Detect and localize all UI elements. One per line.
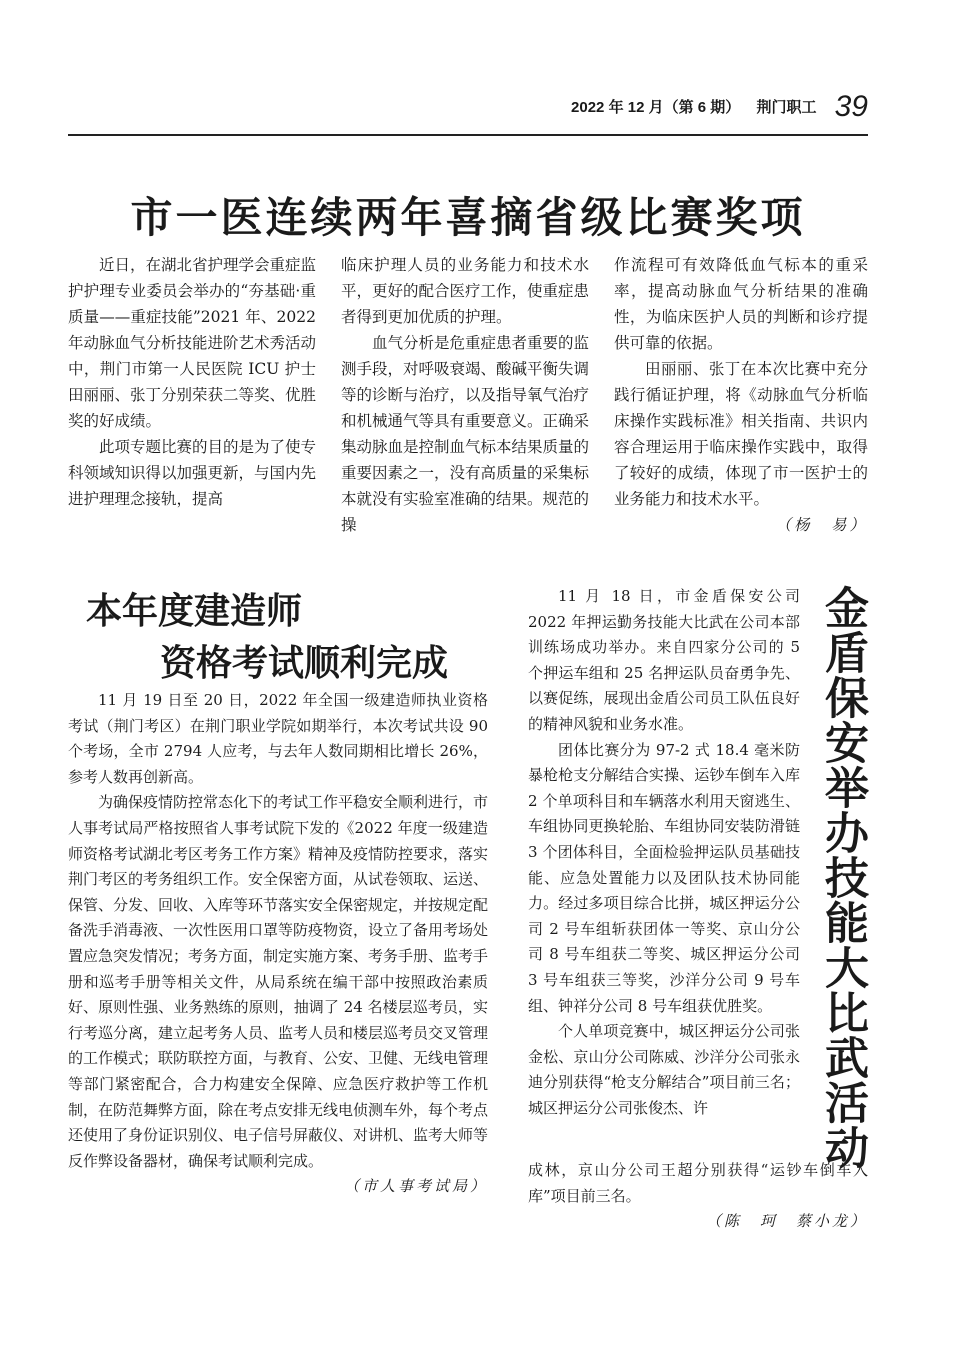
article3-paragraph: 个人单项竞赛中，城区押运分公司张金松、京山分公司陈威、沙洋分公司张永迪分别获得“枪支分解结合”项目前三名；城区押运分公司张俊杰、许 (528, 1022, 800, 1117)
article1-column-1 (68, 252, 316, 512)
issue-date: 2022 年 12 月（第 6 期） (571, 99, 741, 116)
article2-title-line1: 本年度建造师 (86, 590, 303, 632)
article2-paragraph: 为确保疫情防控常态化下的考试工作平稳安全顺利进行，市人事考试局严格按照省人事考试院下发的《2022 年度一级建造师资格考试湖北考区考务工作方案》精神及疫情防控要求，落实荆门考区的考务组织工作。安全保密方面，从试卷领取、运送、保管、分发、回收、入库等环节落实安全保密规定，并按规定配备洗手消毒液、一次性医用口罩等防疫物资，设立了备用考场处置应急突发情况；考务方面，制定实施方案、考务手册、监考手册和巡考手册等相关文件，从局系统在编干部中按照政治素质好、原则性强、业务熟练的原则，抽调了 24 名楼层巡考员，实行考巡分离，建立起考务人员、监考人员和楼层巡考员交叉管理的工作模式；联防联控方面，与教育、公安、卫健、无线电管理等部门紧密配合，合力构建安全保障、应急医疗救护等工作机制，在防范舞弊方面，除在考点安排无线电侦测车外，每个考点还使用了身份证识别仪、电子信号屏蔽仪、对讲机、监考大师等反作弊设备器材，确保考试顺利完成。 (68, 793, 489, 1170)
article1-paragraph: 作流程可有效降低血气标本的重采率，提高动脉血气分析结果的准确性，为临床医护人员的判断和诊疗提供可靠的依据。 (614, 256, 868, 352)
article3-body (528, 584, 800, 1121)
article2-paragraph: 11 月 19 日至 20 日，2022 年全国一级建造师执业资格考试（荆门考区）在荆门职业学院如期举行，本次考试共设 90 个考场，全市 2794 人应考，与去年人数同期相比增长 26%，参考人数再创新高。 (68, 691, 488, 786)
page-header (68, 90, 868, 130)
article3-byline: （陈 珂 蔡小龙） (705, 1212, 868, 1231)
article1-byline: （杨 易） (775, 516, 868, 534)
publication-name: 荆门职工 (756, 99, 817, 116)
article3-paragraph: 团体比赛分为 97-2 式 18.4 毫米防暴枪枪支分解结合实操、运钞车倒车入库 2 个单项科目和车辆落水利用天窗逃生、车组协同更换轮胎、车组协同安装防滑链 3 个团体科目，全面检验押运队员基础技能、应急处置能力以及团队技术协同能力。经过多项目综合比拼，城区押运分公司 2 号车组斩获团体一等奖、京山分公司 8 号车组获二等奖、城区押运分公司 3 号车组获三等奖，沙洋分公司 9 号车组、钟祥分公司 8 号车组获优胜奖。 (528, 740, 800, 1015)
article1-paragraph: 临床护理人员的业务能力和技术水平，更好的配合医疗工作，使重症患者得到更加优质的护理。 (341, 256, 590, 326)
article3-paragraph: 11 月 18 日，市金盾保安公司 2022 年押运勤务技能大比武在公司本部训练场成功举办。来自四家分公司的 5 个押运车组和 25 名押运队员奋勇争先、以赛促练，展现出金盾公司员工队伍良好的精神风貌和业务水准。 (528, 587, 800, 733)
article2-title (68, 585, 508, 689)
article3-paragraph: 成林，京山分公司王超分别获得“运钞车倒车入库”项目前三名。 (528, 1161, 868, 1205)
header-divider (68, 134, 868, 136)
article1-title: 市一医连续两年喜摘省级比赛奖项 (130, 193, 806, 242)
article1-paragraph: 近日，在湖北省护理学会重症监护护理专业委员会举办的“夯基础·重质量——重症技能”2021 年、2022 年动脉血气分析技能进阶艺术秀活动中，荆门市第一人民医院 ICU 护士田丽丽、张丁分别荣获二等奖、优胜奖的好成绩。 (68, 256, 317, 430)
article1-paragraph: 此项专题比赛的目的是为了使专科领域知识得以加强更新，与国内先进护理理念接轨，提高 (68, 438, 317, 508)
article2-byline: （市人事考试局） (343, 1177, 488, 1196)
article1-column-3 (614, 252, 868, 538)
article1-paragraph: 田丽丽、张丁在本次比赛中充分践行循证护理，将《动脉血气分析临床操作实践标准》相关指南、共识内容合理运用于临床操作实践中，取得了较好的成绩，体现了市一医护士的业务能力和技术水平。 (614, 360, 868, 508)
page-number: 39 (834, 90, 868, 123)
article1-paragraph: 血气分析是危重症患者重要的监测手段，对呼吸衰竭、酸碱平衡失调等的诊断与治疗，以及指导氧气治疗和机械通气等具有重要意义。正确采集动脉血是控制血气标本结果质量的重要因素之一，没有高质量的采集标本就没有实验室准确的结果。规范的操 (341, 334, 590, 534)
article2-body (68, 688, 488, 1200)
article1-column-2 (341, 252, 589, 538)
article2-title-line2: 资格考试顺利完成 (160, 642, 449, 684)
article3-title: 金盾保安举办技能大比武活动 (817, 585, 868, 1170)
